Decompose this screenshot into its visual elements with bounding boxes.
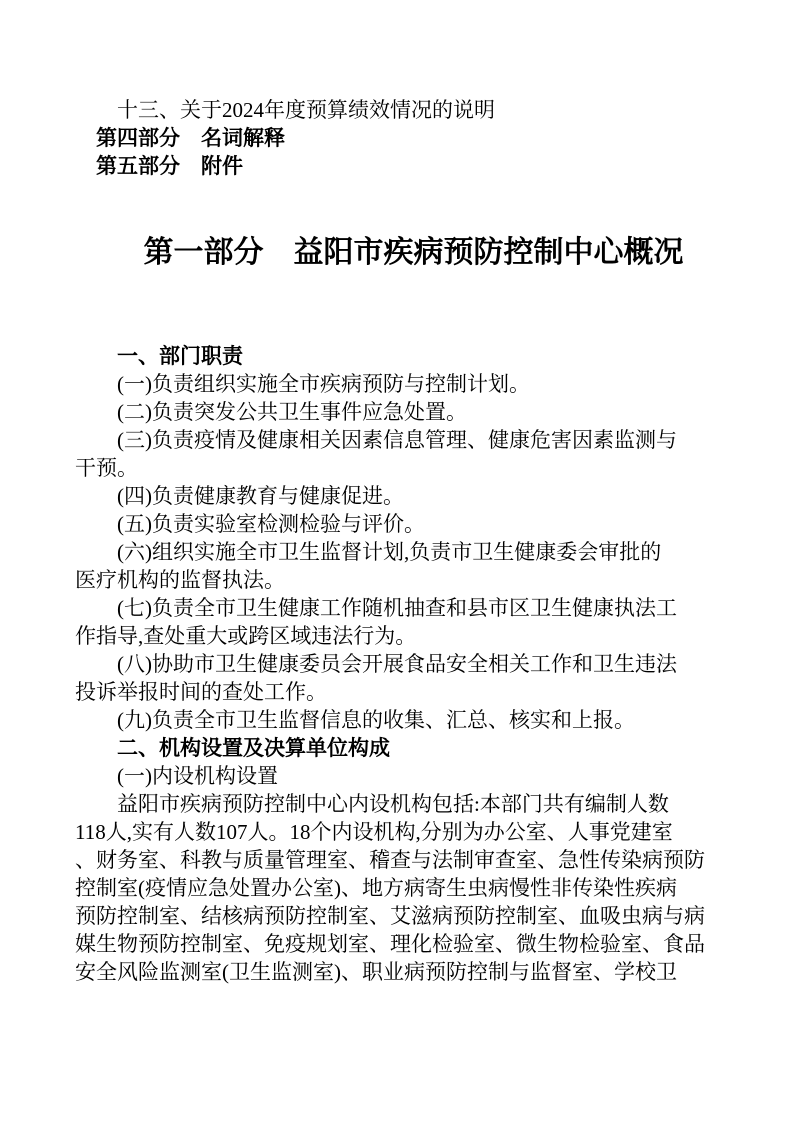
heading-department-duties: 一、部门职责 xyxy=(117,344,243,368)
body-line: 作指导,查处重大或跨区域违法行为。 xyxy=(75,624,417,648)
body-line: 益阳市疾病预防控制中心内设机构包括:本部门共有编制人数 xyxy=(117,792,669,816)
toc-line-part4-glossary: 第四部分 名词解释 xyxy=(96,126,285,150)
body-line: (一)负责组织实施全市疾病预防与控制计划。 xyxy=(117,372,530,396)
body-line: 控制室(疫情应急处置办公室)、地方病寄生虫病慢性非传染性疾病 xyxy=(75,876,677,900)
body-line: 医疗机构的监督执法。 xyxy=(75,568,285,592)
body-line: (五)负责实验室检测检验与评价。 xyxy=(117,512,425,536)
body-line: (二)负责突发公共卫生事件应急处置。 xyxy=(117,400,467,424)
subheading-internal-org: (一)内设机构设置 xyxy=(117,764,278,788)
heading-org-structure: 二、机构设置及决算单位构成 xyxy=(117,736,390,760)
body-line: (三)负责疫情及健康相关因素信息管理、健康危害因素监测与 xyxy=(117,428,677,452)
body-line: 预防控制室、结核病预防控制室、艾滋病预防控制室、血吸虫病与病 xyxy=(75,904,705,928)
body-line: 干预。 xyxy=(75,456,138,480)
body-line: (六)组织实施全市卫生监督计划,负责市卫生健康委会审批的 xyxy=(117,540,662,564)
body-line: 118人,实有人数107人。18个内设机构,分别为办公室、人事党建室 xyxy=(75,820,673,844)
body-line: 媒生物预防控制室、免疫规划室、理化检验室、微生物检验室、食品 xyxy=(75,932,705,956)
toc-line-part5-attachment: 第五部分 附件 xyxy=(96,154,243,178)
toc-line-performance-note: 十三、关于2024年度预算绩效情况的说明 xyxy=(117,98,495,122)
body-line: 投诉举报时间的查处工作。 xyxy=(75,680,327,704)
body-line: (九)负责全市卫生监督信息的收集、汇总、核实和上报。 xyxy=(117,708,635,732)
toc-block xyxy=(75,96,710,180)
body-line: (八)协助市卫生健康委员会开展食品安全相关工作和卫生违法 xyxy=(117,652,677,676)
body-line: (四)负责健康教育与健康促进。 xyxy=(117,484,404,508)
page-title: 第一部分 益阳市疾病预防控制中心概况 xyxy=(143,236,684,269)
body-line: 安全风险监测室(卫生监测室)、职业病预防控制与监督室、学校卫 xyxy=(75,960,677,984)
body-block xyxy=(75,342,710,986)
body-line: 、财务室、科教与质量管理室、稽查与法制审查室、急性传染病预防 xyxy=(75,848,705,872)
body-line: (七)负责全市卫生健康工作随机抽查和县市区卫生健康执法工 xyxy=(117,596,677,620)
